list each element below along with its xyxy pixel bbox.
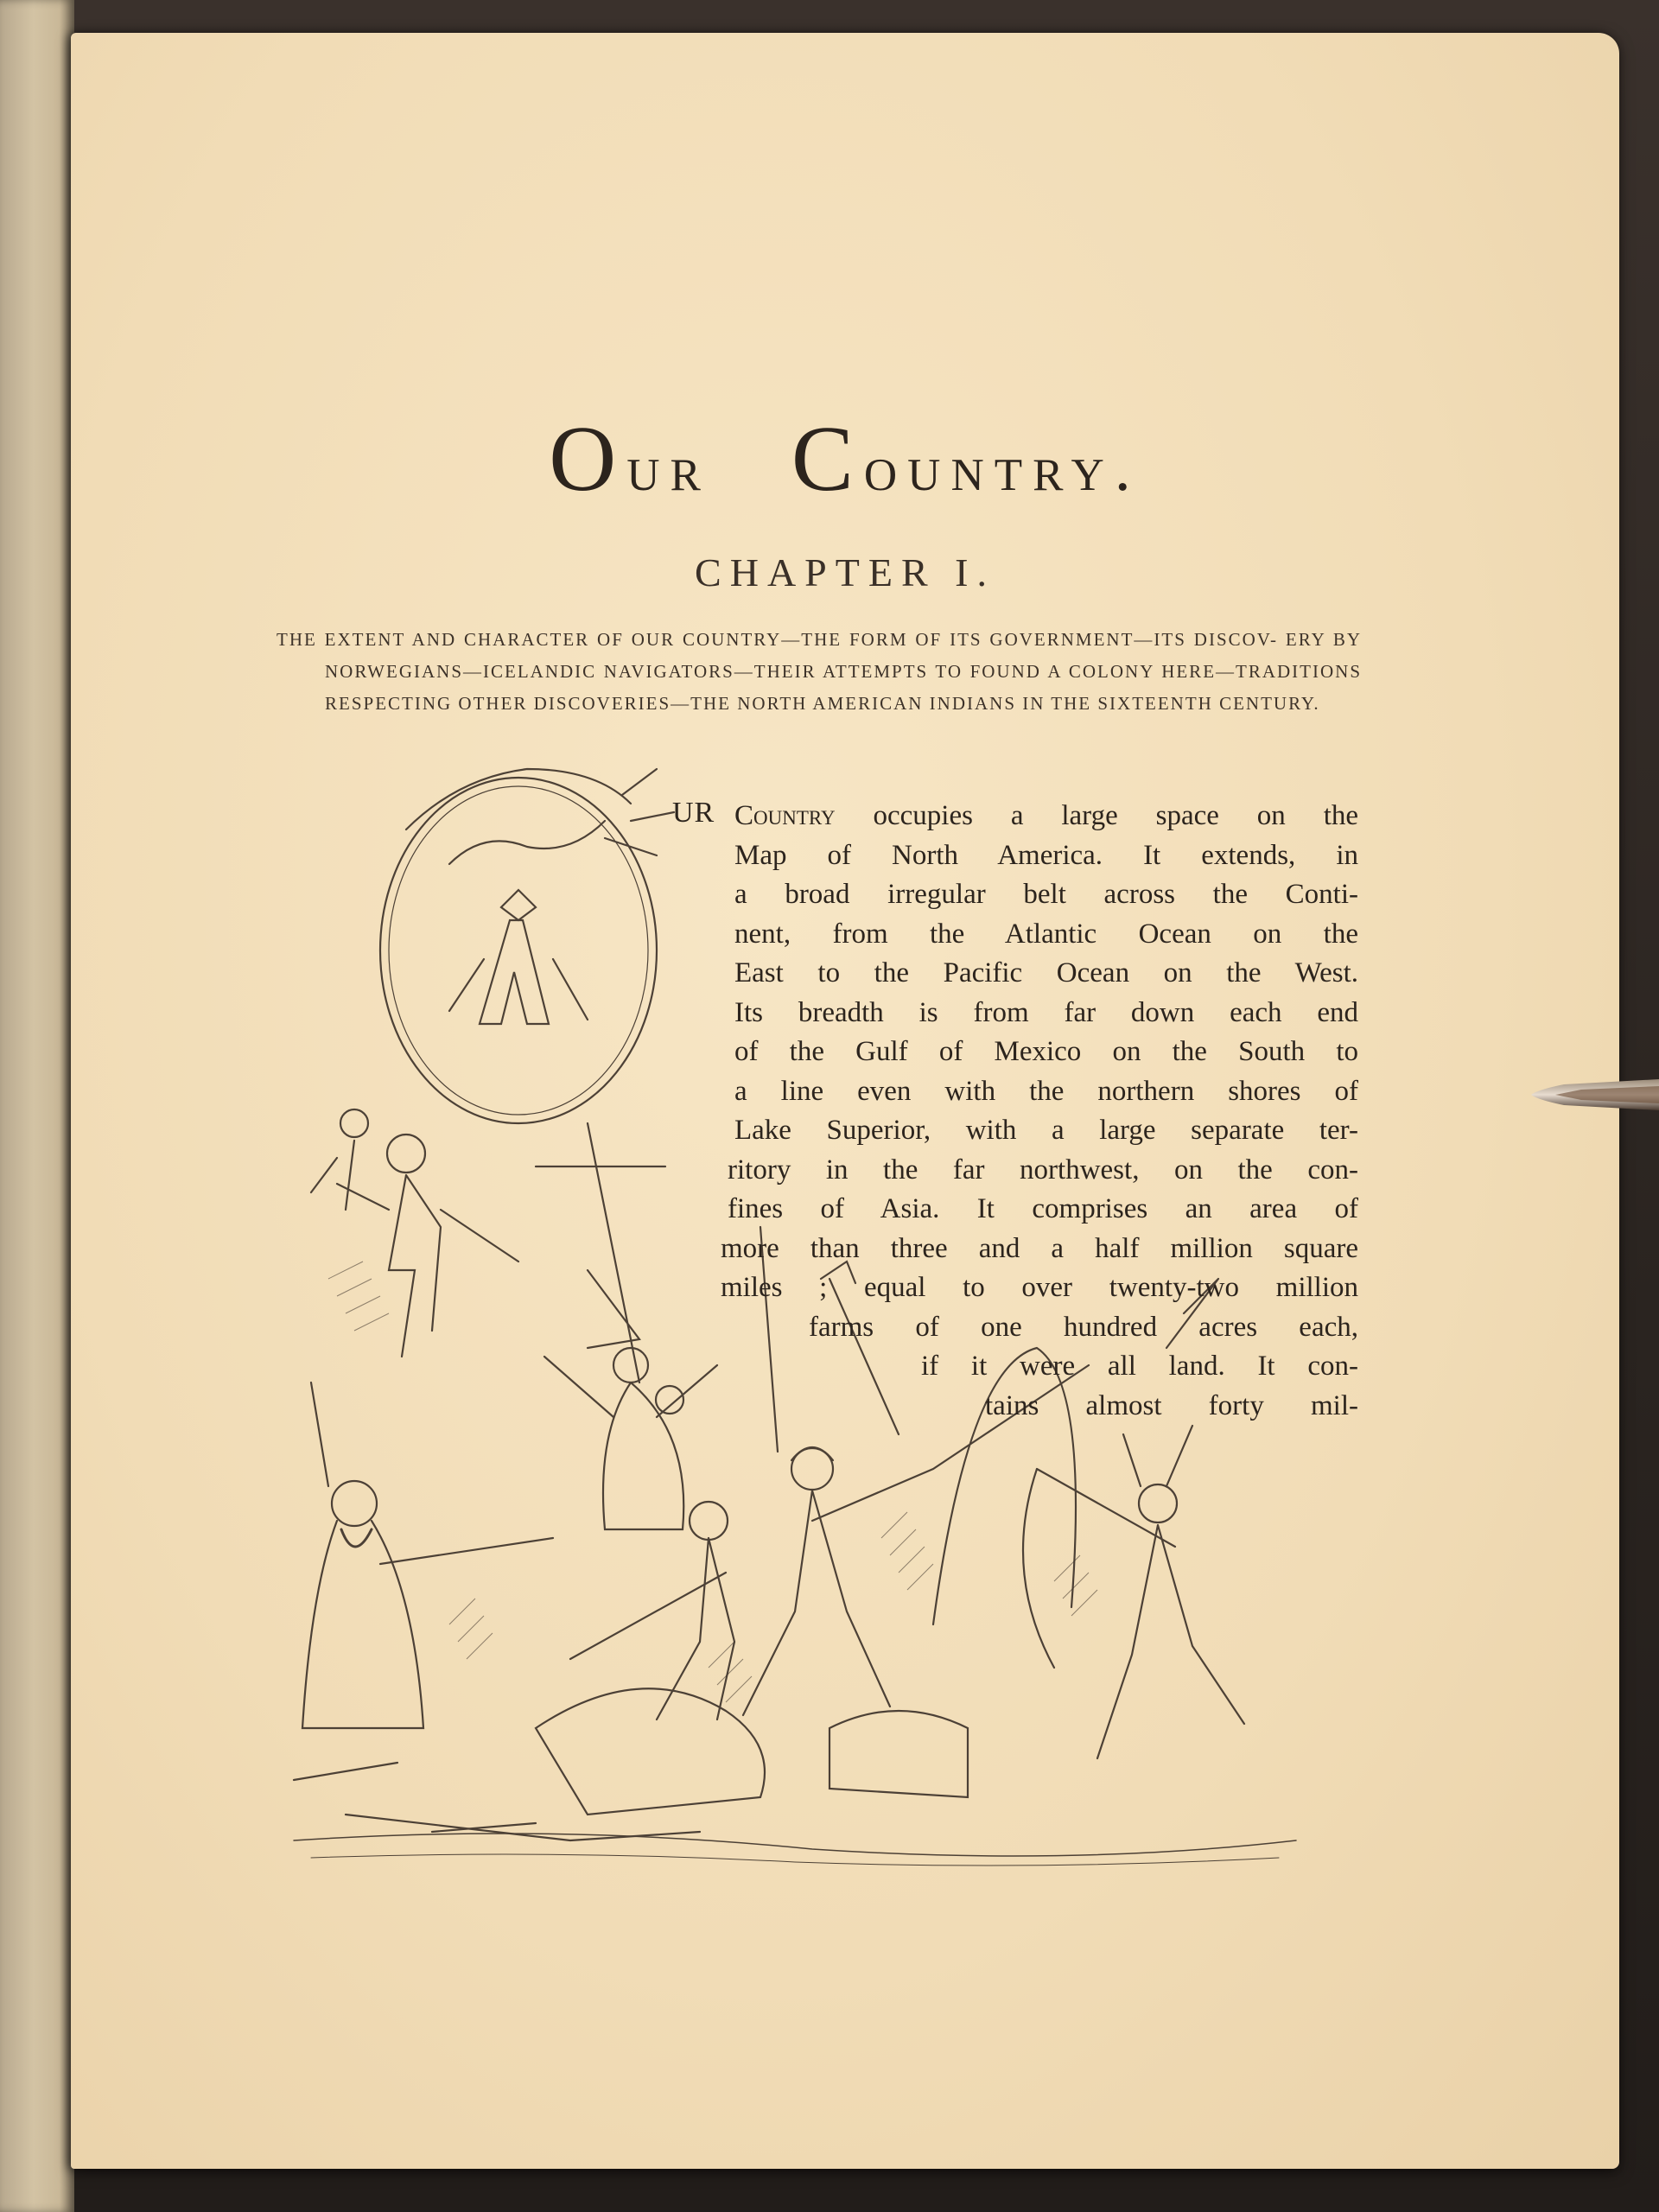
- body-line: a line even with the northern shores of: [734, 1075, 1358, 1107]
- body-line: more than three and a half million square: [721, 1232, 1358, 1264]
- body-line: of the Gulf of Mexico on the South to: [734, 1036, 1358, 1067]
- pen-tip-icon: [1529, 1076, 1659, 1114]
- drop-cap: UR: [672, 797, 715, 829]
- page-title: Our Country.: [549, 408, 1141, 511]
- body-paragraph: [721, 797, 1359, 1426]
- body-line: Country occupies a large space on the: [734, 800, 1359, 831]
- chapter-heading: CHAPTER I.: [695, 550, 995, 594]
- body-line: miles ; equal to over twenty-two million: [721, 1272, 1358, 1303]
- summary-line: ERY BY NORWEGIANS—ICELANDIC NAVIGATORS—THEIR ATTEMPTS TO FOUND A COLONY: [325, 629, 1363, 682]
- body-line: nent, from the Atlantic Ocean on the: [734, 918, 1358, 950]
- body-line: Its breadth is from far down each end: [734, 996, 1358, 1028]
- body-line: fines of Asia. It comprises an area of: [728, 1193, 1358, 1224]
- body-line: farms of one hundred acres each,: [809, 1311, 1358, 1343]
- summary-line: HERE—TRADITIONS RESPECTING OTHER DISCOVERIES—THE NORTH AMERICAN INDIANS IN: [325, 661, 1363, 714]
- body-line: Map of North America. It extends, in: [734, 839, 1358, 871]
- summary-line: THE SIXTEENTH CENTURY.: [1051, 693, 1320, 714]
- body-line: Lake Superior, with a large separate ter-: [734, 1115, 1358, 1146]
- body-line: if it were all land. It con-: [921, 1351, 1358, 1382]
- body-line: ritory in the far northwest, on the con-: [728, 1154, 1358, 1185]
- chapter-summary: [276, 624, 1362, 720]
- body-line: tains almost forty mil-: [985, 1389, 1358, 1421]
- previous-page-edge: [0, 0, 74, 2212]
- summary-line: THE EXTENT AND CHARACTER OF OUR COUNTRY—THE FORM OF ITS GOVERNMENT—ITS DISCOV-: [276, 629, 1279, 650]
- body-line: a broad irregular belt across the Conti-: [734, 879, 1358, 910]
- body-line: East to the Pacific Ocean on the West.: [734, 957, 1358, 988]
